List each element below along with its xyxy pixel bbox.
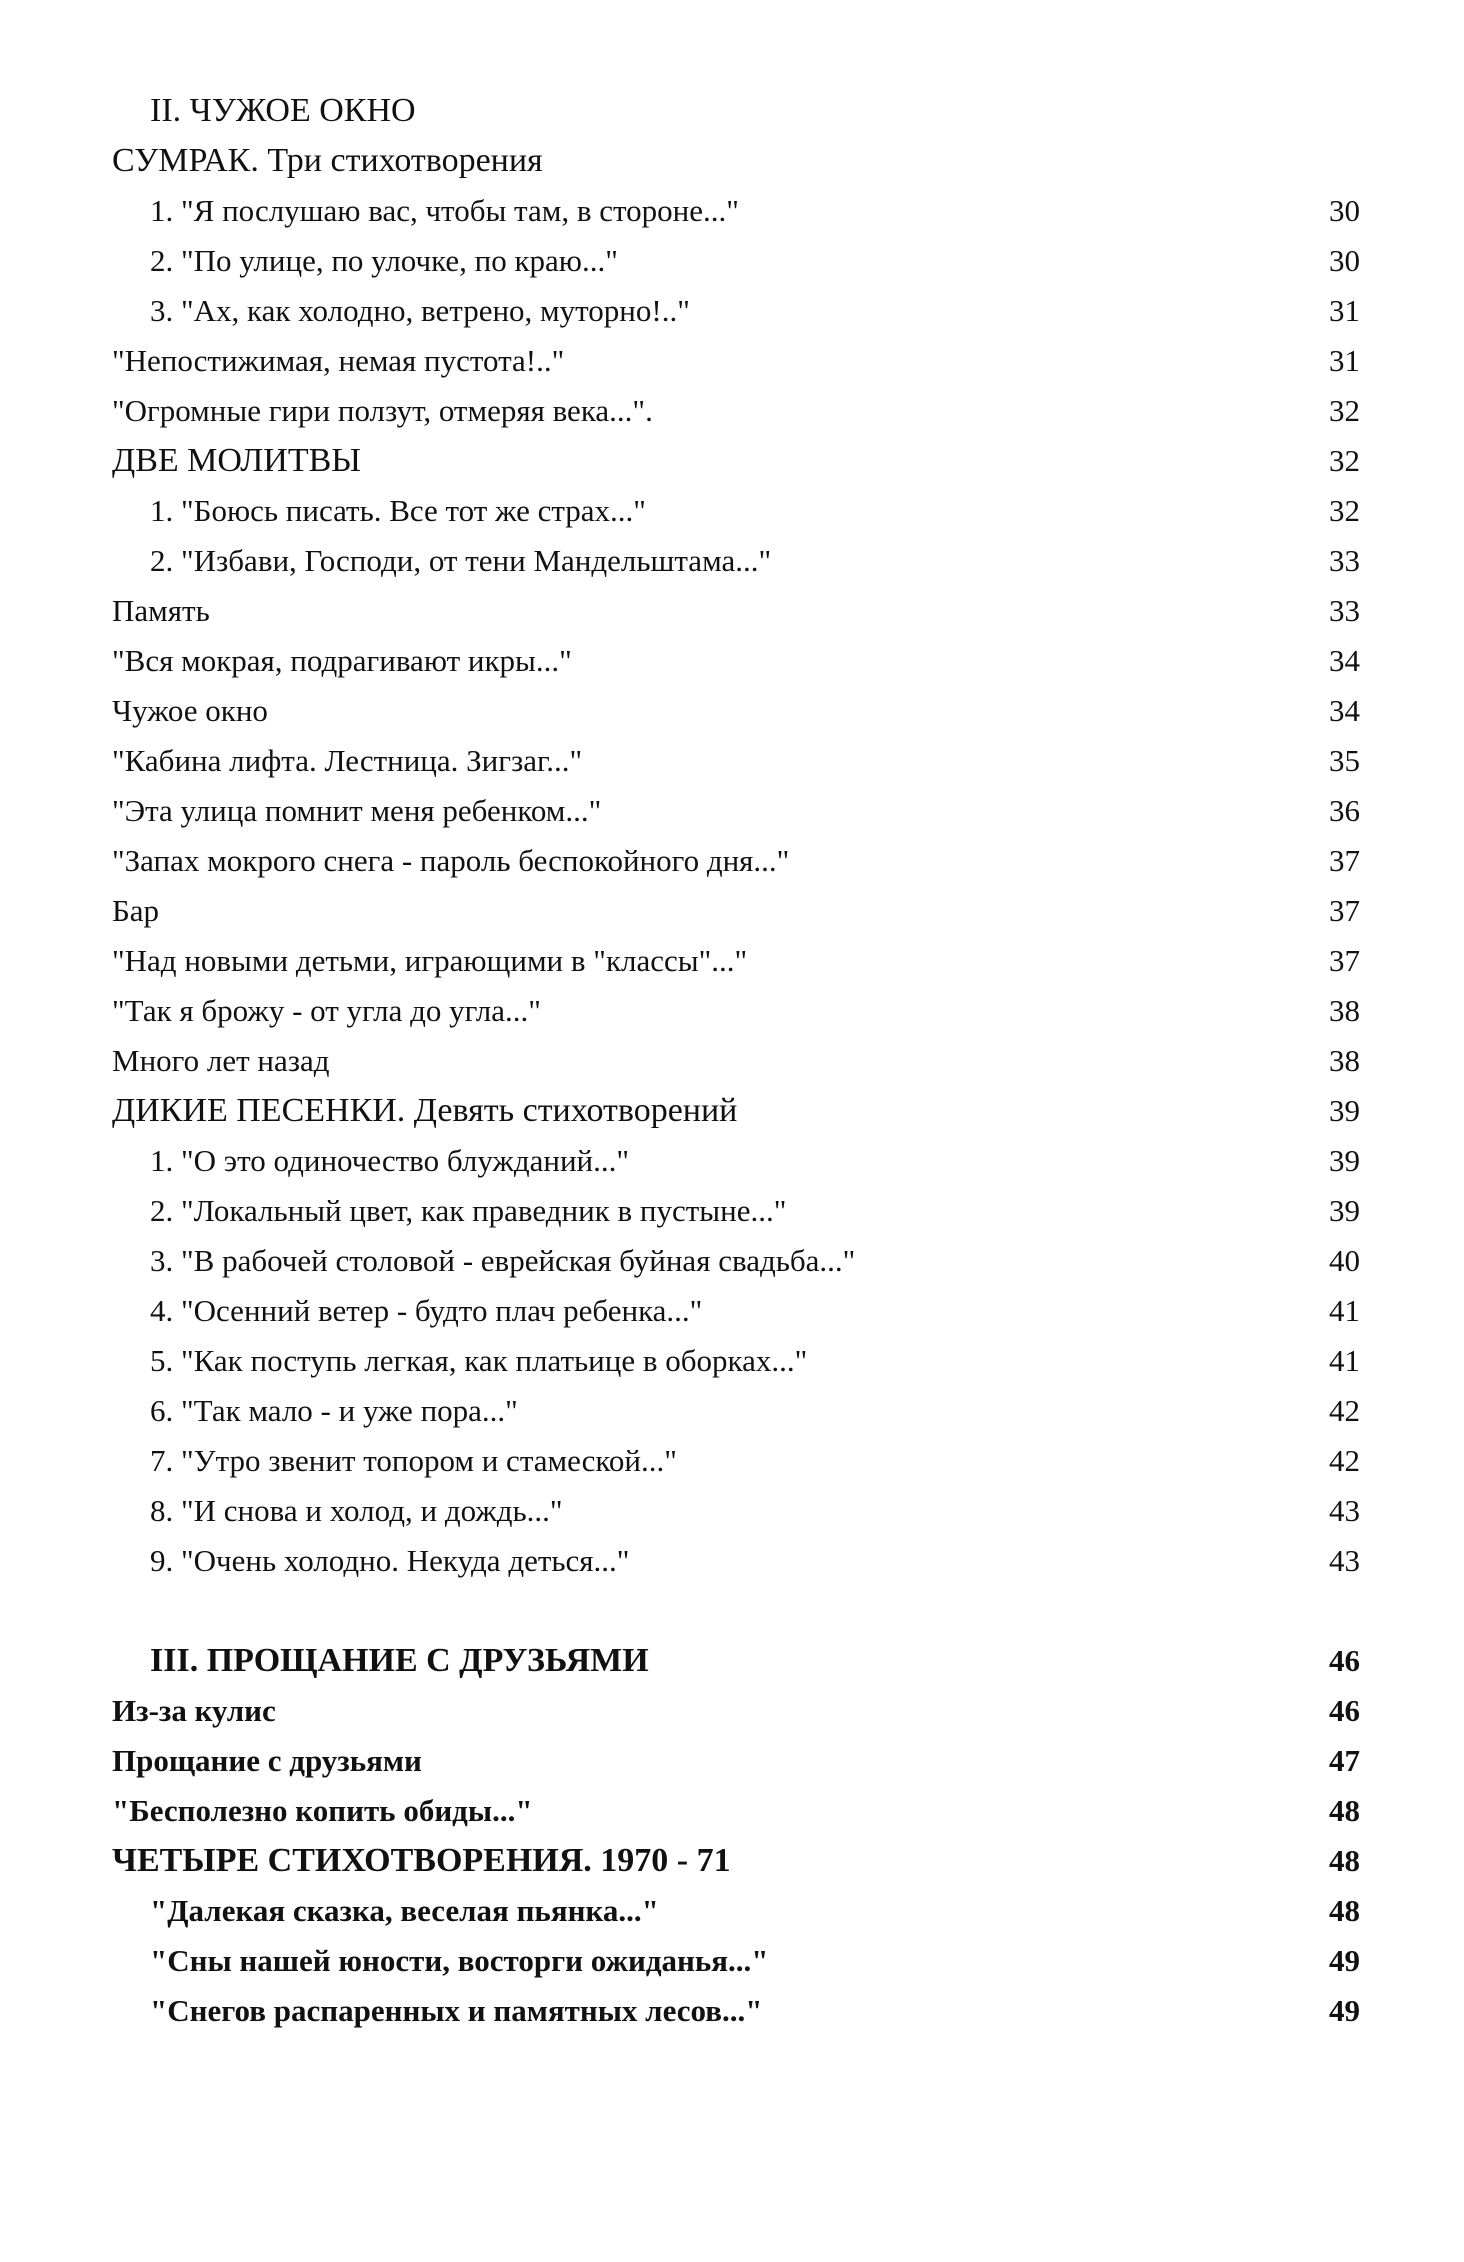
toc-entry	[0, 788, 1464, 834]
toc-entry-title: "Сны нашей юности, восторги ожиданья..."	[150, 1943, 769, 1978]
toc-entry-page: 38	[1329, 1043, 1360, 1078]
toc-entry-page: 42	[1329, 1393, 1360, 1428]
toc-entry-page: 33	[1329, 593, 1360, 628]
toc-entry	[0, 1688, 1464, 1734]
toc-entry-title: Бар	[112, 893, 160, 928]
toc-entry-title: Прощание с друзьями	[112, 1743, 422, 1778]
toc-entry	[0, 1838, 1464, 1884]
toc-entry-page: 32	[1329, 493, 1360, 528]
toc-entry	[0, 1438, 1464, 1484]
toc-entry-page: 41	[1329, 1293, 1360, 1328]
toc-entry-page: 41	[1329, 1343, 1360, 1378]
toc-entry	[0, 1238, 1464, 1284]
toc-entry-page: 39	[1329, 1143, 1360, 1178]
toc-entry-page: 36	[1329, 793, 1360, 828]
toc-entry	[0, 1888, 1464, 1934]
toc-entry-page: 30	[1329, 193, 1360, 228]
toc-entry-page: 49	[1329, 1993, 1360, 2028]
toc-entry-page: 30	[1329, 243, 1360, 278]
toc-entry-title: 2. "Локальный цвет, как праведник в пустыне..."	[150, 1193, 787, 1228]
toc-entry-title: II. ЧУЖОЕ ОКНО	[150, 92, 416, 129]
toc-entry	[0, 488, 1464, 534]
toc-entry	[0, 188, 1464, 234]
toc-entry-title: "Далекая сказка, веселая пьянка..."	[150, 1893, 659, 1928]
toc-entry	[0, 888, 1464, 934]
toc-entry	[0, 438, 1464, 484]
toc-entry	[0, 938, 1464, 984]
toc-entry	[0, 1038, 1464, 1084]
toc-entry-title: 1. "Боюсь писать. Все тот же страх..."	[150, 493, 646, 528]
toc-entry	[0, 988, 1464, 1034]
toc-entry-title: 4. "Осенний ветер - будто плач ребенка..."	[150, 1293, 703, 1328]
toc-entry-page: 37	[1329, 843, 1360, 878]
toc-entry	[0, 1988, 1464, 2034]
toc-entry	[0, 838, 1464, 884]
toc-entry-page: 40	[1329, 1243, 1360, 1278]
toc-entry-page: 32	[1329, 393, 1360, 428]
toc-entry-title: ДИКИЕ ПЕСЕНКИ. Девять стихотворений	[112, 1092, 738, 1129]
toc-entry-page: 37	[1329, 943, 1360, 978]
toc-entry-page: 34	[1329, 693, 1360, 728]
toc-entry-page: 38	[1329, 993, 1360, 1028]
toc-entry	[0, 1488, 1464, 1534]
toc-entry-page: 43	[1329, 1543, 1360, 1578]
toc-entry-page: 35	[1329, 743, 1360, 778]
toc-entry-page: 48	[1329, 1793, 1360, 1828]
toc-entry-page: 42	[1329, 1443, 1360, 1478]
toc-entry	[0, 1788, 1464, 1834]
toc-entry	[0, 1088, 1464, 1134]
toc-entry	[0, 288, 1464, 334]
toc-entry-page: 32	[1329, 443, 1360, 478]
toc-entry-page: 48	[1329, 1893, 1360, 1928]
toc-entry	[0, 1338, 1464, 1384]
toc-entry-page: 49	[1329, 1943, 1360, 1978]
toc-entry-title: Память	[112, 593, 210, 628]
toc-entry-title: "Вся мокрая, подрагивают икры..."	[112, 643, 572, 678]
toc-entry-title: 3. "Ах, как холодно, ветрено, муторно!.."	[150, 293, 690, 328]
toc-entry-page: 43	[1329, 1493, 1360, 1528]
toc-entry-page: 39	[1329, 1093, 1360, 1128]
toc-entry-title: 2. "Избави, Господи, от тени Мандельштама..."	[150, 543, 772, 578]
toc-entry	[0, 1188, 1464, 1234]
toc-entry	[0, 1638, 1464, 1684]
toc-entry-title: 1. "Я послушаю вас, чтобы там, в стороне..."	[150, 193, 739, 228]
toc-entry	[0, 688, 1464, 734]
toc-entry-title: "Так я брожу - от угла до угла..."	[112, 993, 541, 1028]
toc-entry-title: 7. "Утро звенит топором и стамеской..."	[150, 1443, 677, 1478]
toc-entry-page: 47	[1329, 1743, 1360, 1778]
toc-entry-page: 31	[1329, 293, 1360, 328]
toc-entry	[0, 138, 1464, 184]
toc-entry-title: "Непостижимая, немая пустота!.."	[112, 343, 565, 378]
toc-entry	[0, 1938, 1464, 1984]
toc-entry-title: Из-за кулис	[112, 1693, 276, 1728]
toc-entry-title: СУМРАК. Три стихотворения	[112, 142, 543, 179]
toc-entry	[0, 1738, 1464, 1784]
toc-entry	[0, 238, 1464, 284]
toc-entry-page: 46	[1329, 1643, 1360, 1678]
toc-entry-title: 2. "По улице, по улочке, по краю..."	[150, 243, 618, 278]
toc-entry-page: 46	[1329, 1693, 1360, 1728]
toc-entry-page: 48	[1329, 1843, 1360, 1878]
toc-entry-title: 3. "В рабочей столовой - еврейская буйная свадьба..."	[150, 1243, 856, 1278]
toc-entry-title: "Бесполезно копить обиды..."	[112, 1793, 533, 1828]
toc-entry	[0, 638, 1464, 684]
toc-entry	[0, 388, 1464, 434]
toc-entry-page: 31	[1329, 343, 1360, 378]
toc-entry-title: 1. "О это одиночество блужданий..."	[150, 1143, 630, 1178]
toc-entry-page: 34	[1329, 643, 1360, 678]
toc-entry-title: III. ПРОЩАНИЕ С ДРУЗЬЯМИ	[150, 1642, 649, 1679]
toc-entry-title: "Снегов распаренных и памятных лесов..."	[150, 1993, 763, 2028]
toc-entry-title: "Кабина лифта. Лестница. Зигзаг..."	[112, 743, 583, 778]
toc-entry	[0, 1288, 1464, 1334]
toc-entry-title: 8. "И снова и холод, и дождь..."	[150, 1493, 563, 1528]
toc-entry	[0, 588, 1464, 634]
toc-entry	[0, 1138, 1464, 1184]
toc-entry-page: 37	[1329, 893, 1360, 928]
toc-entry-title: 6. "Так мало - и уже пора..."	[150, 1393, 518, 1428]
toc-entry-title: "Запах мокрого снега - пароль беспокойного дня..."	[112, 843, 790, 878]
toc-entry	[0, 1538, 1464, 1584]
toc-entry-title: Чужое окно	[112, 693, 268, 728]
toc-entry-page: 39	[1329, 1193, 1360, 1228]
toc-entry-page: 33	[1329, 543, 1360, 578]
toc-entry	[0, 88, 1464, 134]
toc-entry-title: 5. "Как поступь легкая, как платьице в оборках..."	[150, 1343, 808, 1378]
toc-entry-title: "Огромные гири ползут, отмеряя века...".	[112, 393, 653, 428]
toc-entry	[0, 538, 1464, 584]
toc-entry-title: ЧЕТЫРЕ СТИХОТВОРЕНИЯ. 1970 - 71	[112, 1842, 731, 1879]
toc-entry-title: Много лет назад	[112, 1043, 330, 1078]
toc-entry	[0, 1388, 1464, 1434]
toc-entry	[0, 738, 1464, 784]
toc-entry-title: ДВЕ МОЛИТВЫ	[112, 442, 361, 479]
toc-entry	[0, 338, 1464, 384]
toc-entry-title: "Над новыми детьми, играющими в "классы"..."	[112, 943, 748, 978]
toc-entry-title: "Эта улица помнит меня ребенком..."	[112, 793, 602, 828]
toc-entry-title: 9. "Очень холодно. Некуда деться..."	[150, 1543, 630, 1578]
